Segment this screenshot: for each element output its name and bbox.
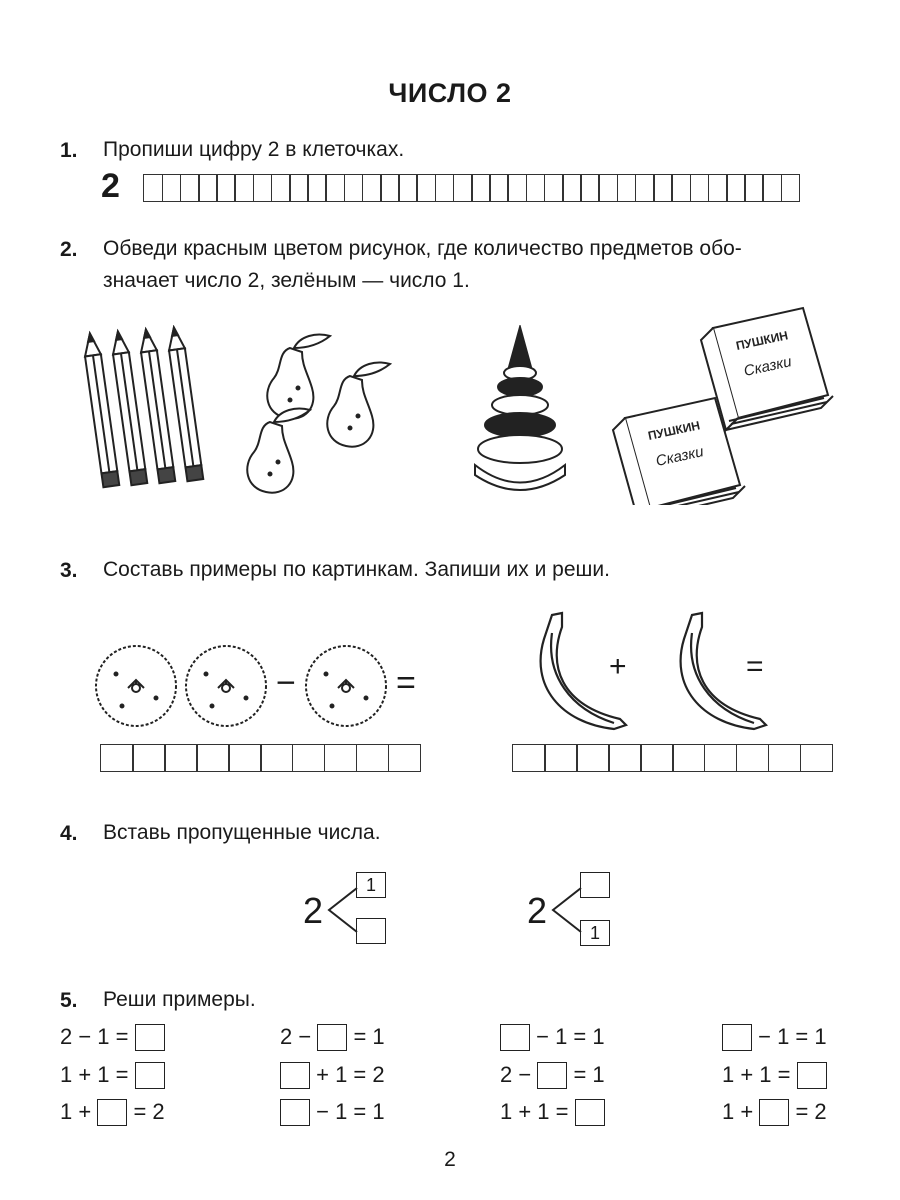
grid-cell[interactable]: [562, 174, 582, 202]
number-tree-left-top-box[interactable]: 1: [356, 872, 386, 898]
grid-cell[interactable]: [762, 174, 782, 202]
task-1-text: Пропиши цифру 2 в клеточках.: [103, 138, 405, 161]
task-3-number: 3.: [60, 559, 78, 582]
example-text: 1 + 1 =: [60, 1062, 129, 1088]
grid-cell[interactable]: [380, 174, 400, 202]
grid-cell[interactable]: [544, 744, 578, 772]
task-5-number: 5.: [60, 989, 78, 1012]
example-text: − 1 = 1: [316, 1099, 385, 1125]
oranges-illustration[interactable]: [90, 640, 430, 740]
grid-cell[interactable]: [608, 744, 642, 772]
task-5-text: Реши примеры.: [103, 988, 256, 1011]
example-text: = 1: [573, 1062, 605, 1088]
book-author-text: ПУШКИН: [734, 328, 790, 353]
example-c1-r3: [60, 1098, 165, 1126]
grid-cell[interactable]: [708, 174, 728, 202]
example-c4-r3: [722, 1098, 827, 1126]
answer-cells-bananas[interactable]: [514, 744, 833, 772]
example-c3-r2: [500, 1061, 605, 1089]
example-text: = 1: [353, 1024, 385, 1050]
answer-box[interactable]: [280, 1062, 310, 1089]
grid-cell[interactable]: [598, 174, 618, 202]
task-2-number: 2.: [60, 238, 78, 261]
grid-cell[interactable]: [234, 174, 254, 202]
grid-cell[interactable]: [271, 174, 291, 202]
grid-cell[interactable]: [143, 174, 163, 202]
grid-cell[interactable]: [100, 744, 134, 772]
task-4-number: 4.: [60, 822, 78, 845]
grid-cell[interactable]: [196, 744, 230, 772]
equals-sign-bananas: =: [746, 650, 764, 683]
example-text: − 1 = 1: [758, 1024, 827, 1050]
answer-box[interactable]: [722, 1024, 752, 1051]
grid-cell[interactable]: [289, 174, 309, 202]
example-c1-r2: [60, 1061, 165, 1089]
book-title-text: Сказки: [742, 353, 794, 380]
grid-cell[interactable]: [132, 744, 166, 772]
grid-cell[interactable]: [672, 744, 706, 772]
grid-cell[interactable]: [216, 174, 236, 202]
number-tree-right-top-box[interactable]: [580, 872, 610, 898]
example-text: 1 +: [722, 1099, 754, 1125]
example-c2-r3: [280, 1098, 385, 1126]
grid-cell[interactable]: [544, 174, 564, 202]
grid-cell[interactable]: [162, 174, 182, 202]
grid-cell[interactable]: [744, 174, 764, 202]
example-text: − 1 = 1: [536, 1024, 605, 1050]
writing-cells-task1[interactable]: [145, 174, 800, 202]
answer-box[interactable]: [280, 1099, 310, 1126]
grid-cell[interactable]: [388, 744, 422, 772]
book-author-text: ПУШКИН: [646, 418, 702, 443]
grid-cell[interactable]: [344, 174, 364, 202]
answer-box[interactable]: [500, 1024, 530, 1051]
grid-cell[interactable]: [398, 174, 418, 202]
grid-cell[interactable]: [324, 744, 358, 772]
number-tree-right-bottom-box[interactable]: 1: [580, 920, 610, 946]
grid-cell[interactable]: [253, 174, 273, 202]
grid-cell[interactable]: [471, 174, 491, 202]
answer-box[interactable]: [759, 1099, 789, 1126]
grid-cell[interactable]: [325, 174, 345, 202]
minus-sign: −: [276, 664, 296, 702]
plus-sign: +: [609, 650, 627, 683]
grid-cell[interactable]: [580, 174, 600, 202]
grid-cell[interactable]: [653, 174, 673, 202]
grid-cell[interactable]: [526, 174, 546, 202]
grid-cell[interactable]: [416, 174, 436, 202]
page-number: 2: [444, 1148, 456, 1171]
example-c3-r1: [500, 1023, 605, 1051]
grid-cell[interactable]: [198, 174, 218, 202]
answer-box[interactable]: [575, 1099, 605, 1126]
grid-cell[interactable]: [781, 174, 801, 202]
example-c4-r1: [722, 1023, 827, 1051]
answer-box[interactable]: [97, 1099, 127, 1126]
grid-cell[interactable]: [356, 744, 390, 772]
grid-cell[interactable]: [180, 174, 200, 202]
grid-cell[interactable]: [435, 174, 455, 202]
grid-cell[interactable]: [704, 744, 738, 772]
answer-box[interactable]: [537, 1062, 567, 1089]
example-text: 1 +: [60, 1099, 92, 1125]
task-3-text: Составь примеры по картинкам. Запиши их и реши.: [103, 558, 610, 581]
number-tree-left-whole: 2: [303, 890, 324, 931]
example-text: 2 − 1 =: [60, 1024, 129, 1050]
pyramid-toy-illustration[interactable]: [465, 325, 575, 495]
grid-cell[interactable]: [292, 744, 326, 772]
pencils-illustration[interactable]: [70, 325, 210, 495]
example-c2-r1: [280, 1023, 385, 1051]
grid-cell[interactable]: [726, 174, 746, 202]
example-text: 2 −: [500, 1062, 532, 1088]
task-4-text: Вставь пропущенные числа.: [103, 821, 381, 844]
grid-cell[interactable]: [260, 744, 294, 772]
grid-cell[interactable]: [362, 174, 382, 202]
number-tree-left-bottom-box[interactable]: [356, 918, 386, 944]
grid-cell[interactable]: [635, 174, 655, 202]
answer-box[interactable]: [135, 1024, 165, 1051]
page-title: ЧИСЛО 2: [388, 78, 512, 108]
grid-cell[interactable]: [512, 744, 546, 772]
grid-cell[interactable]: [307, 174, 327, 202]
books-illustration[interactable]: [605, 300, 845, 505]
answer-box[interactable]: [797, 1062, 827, 1089]
example-text: 1 + 1 =: [500, 1099, 569, 1125]
grid-cell[interactable]: [453, 174, 473, 202]
task-1-number: 1.: [60, 139, 78, 162]
grid-cell[interactable]: [671, 174, 691, 202]
task-2-text-line2: значает число 2, зелёным — число 1.: [103, 269, 470, 292]
example-text: 1 + 1 =: [722, 1062, 791, 1088]
number-tree-right-whole: 2: [527, 890, 548, 931]
sample-digit: 2: [101, 167, 120, 205]
pears-illustration[interactable]: [240, 320, 400, 500]
grid-cell[interactable]: [768, 744, 802, 772]
example-text: = 2: [133, 1099, 165, 1125]
grid-cell[interactable]: [690, 174, 710, 202]
grid-cell[interactable]: [489, 174, 509, 202]
task-2-text-line1: Обведи красным цветом рисунок, где количество предметов обо-: [103, 237, 742, 260]
grid-cell[interactable]: [507, 174, 527, 202]
example-text: + 1 = 2: [316, 1062, 385, 1088]
book-title-text: Сказки: [654, 443, 706, 470]
number-tree-right-branches: [551, 880, 583, 940]
example-c3-r3: [500, 1098, 605, 1126]
answer-box[interactable]: [317, 1024, 347, 1051]
answer-box[interactable]: [135, 1062, 165, 1089]
equals-sign-oranges: =: [396, 664, 416, 702]
example-c4-r2: [722, 1061, 827, 1089]
example-c1-r1: [60, 1023, 165, 1051]
number-tree-left-branches: [327, 880, 359, 940]
grid-cell[interactable]: [640, 744, 674, 772]
grid-cell[interactable]: [617, 174, 637, 202]
grid-cell[interactable]: [228, 744, 262, 772]
grid-cell[interactable]: [736, 744, 770, 772]
grid-cell[interactable]: [164, 744, 198, 772]
example-c2-r2: [280, 1061, 385, 1089]
answer-cells-oranges[interactable]: [102, 744, 421, 772]
example-text: = 2: [795, 1099, 827, 1125]
example-text: 2 −: [280, 1024, 312, 1050]
grid-cell[interactable]: [576, 744, 610, 772]
grid-cell[interactable]: [800, 744, 834, 772]
